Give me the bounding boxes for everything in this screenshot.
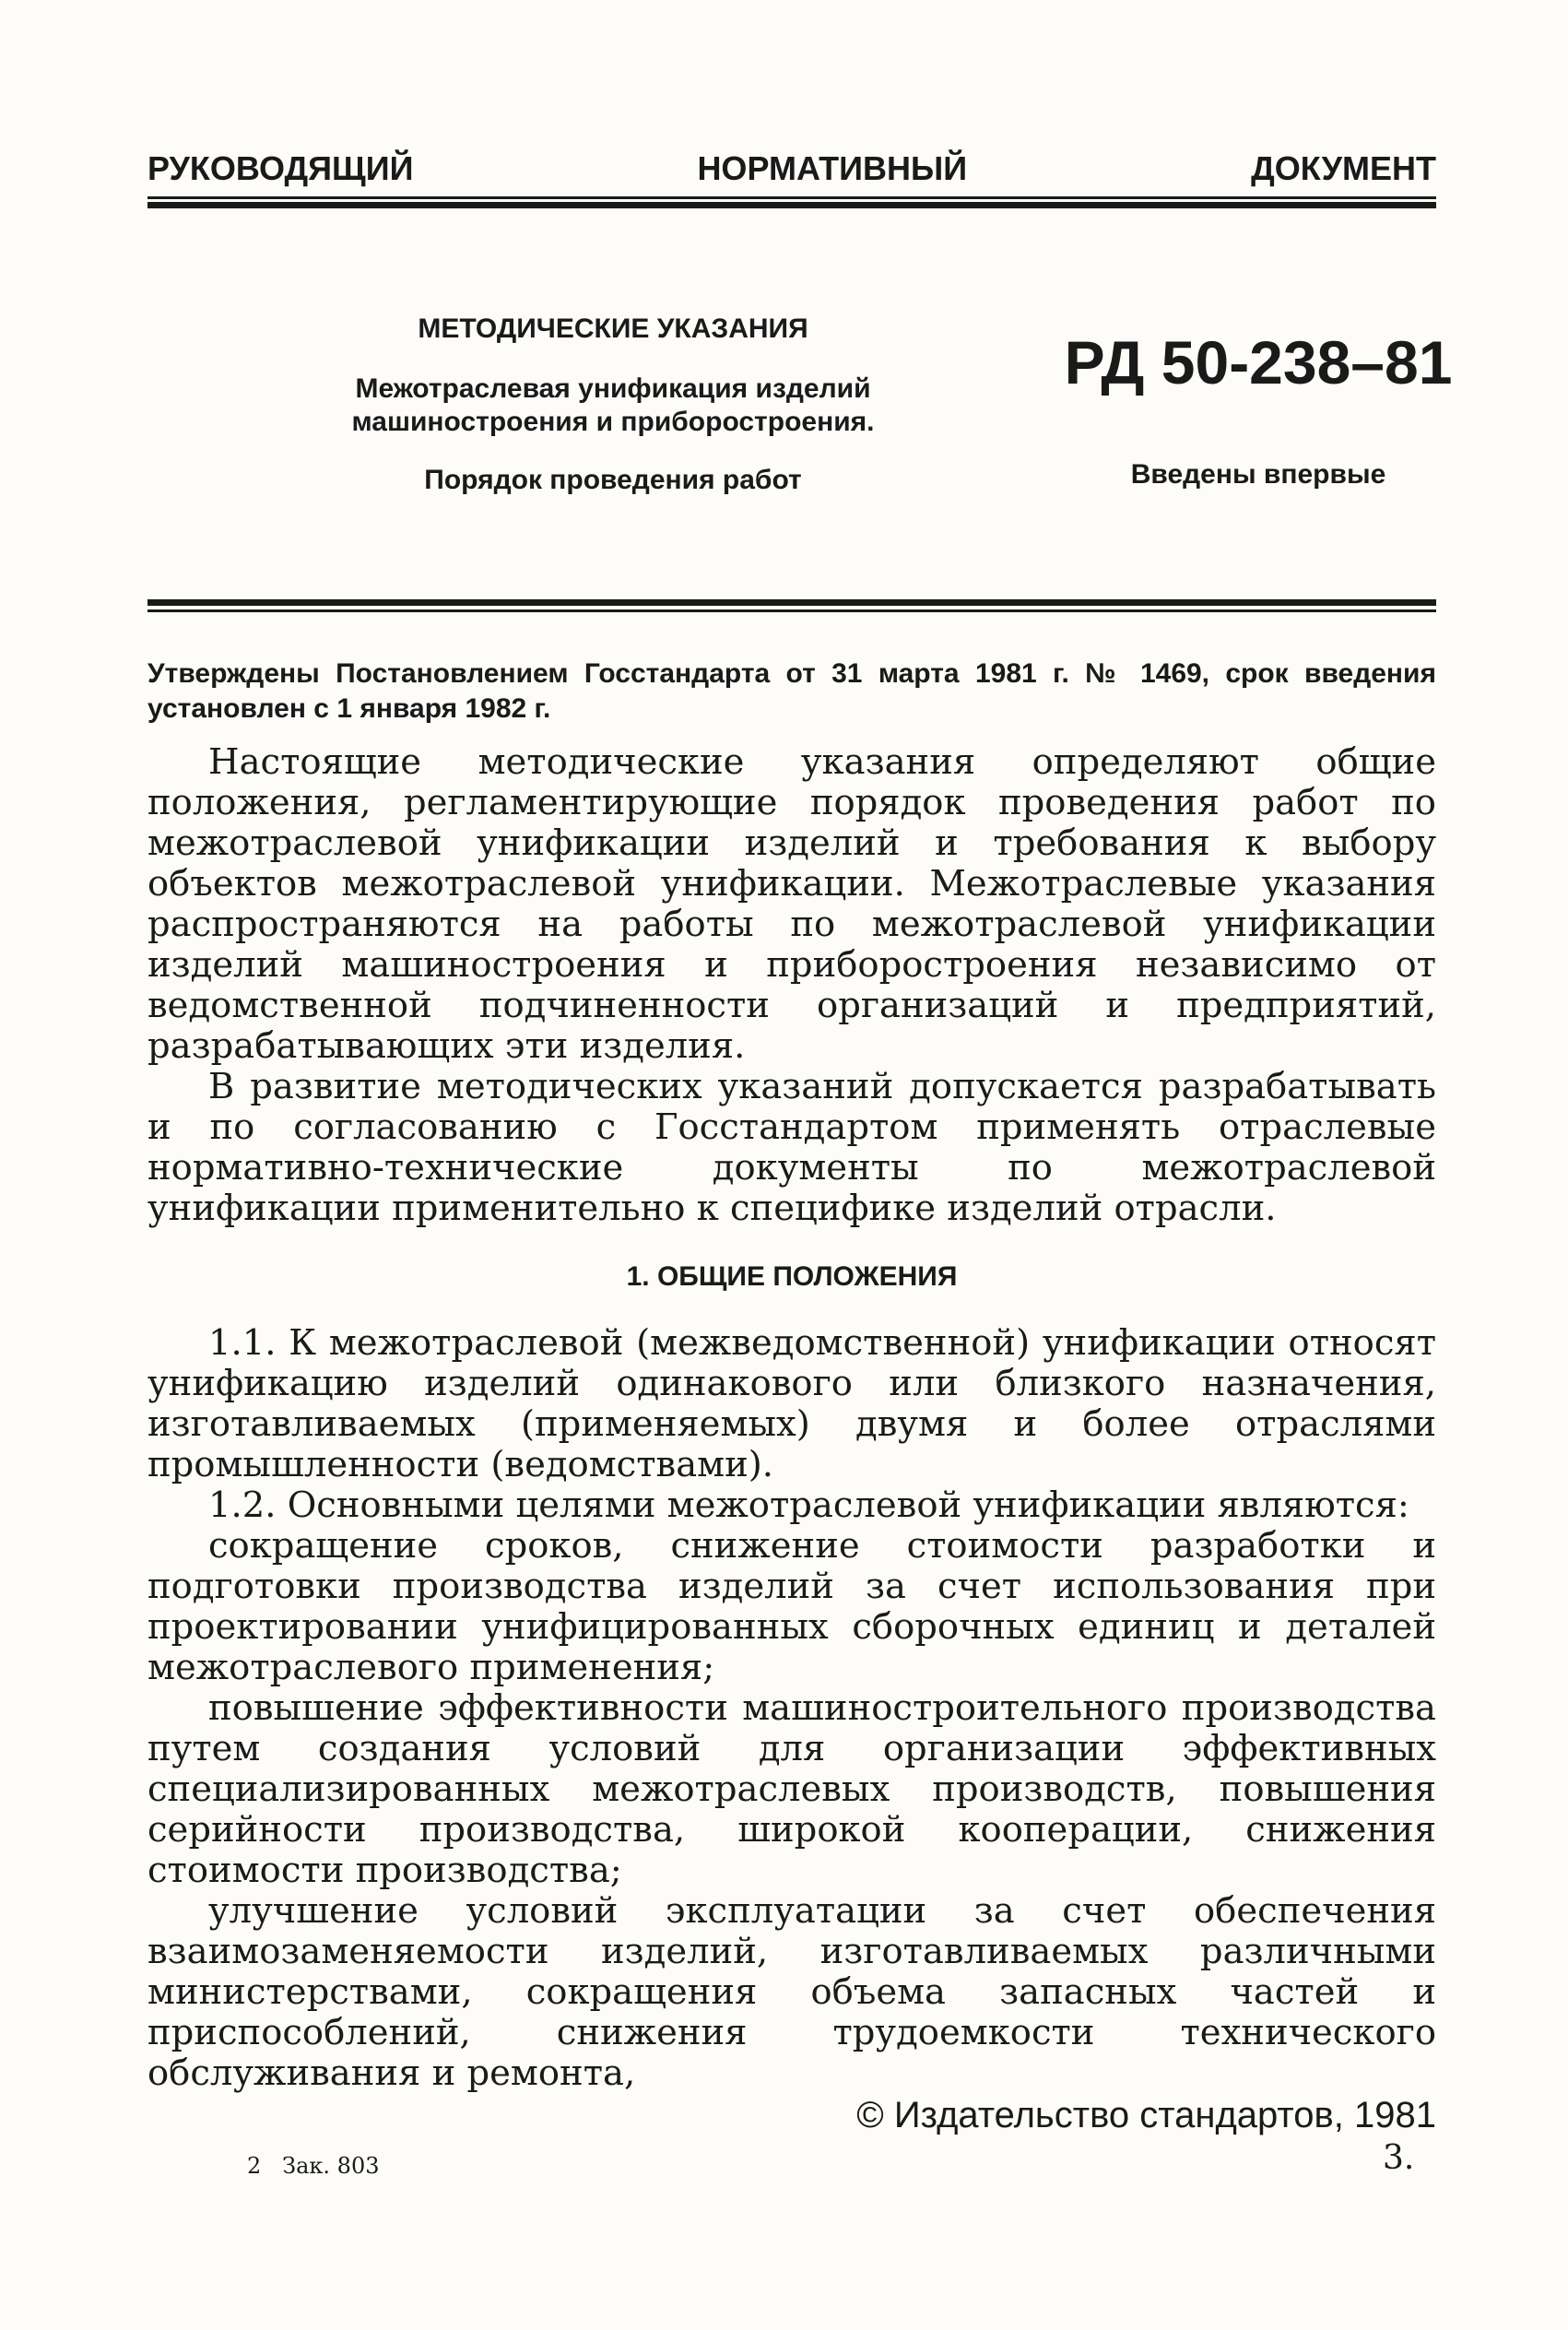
section-heading: 1. ОБЩИЕ ПОЛОЖЕНИЯ (626, 1261, 958, 1292)
header-word-3: ДОКУМЕНТ (1251, 149, 1436, 187)
section-paragraph-5: улучшение условий эксплуатации за счет обеспечения взаимозаменяемости изделий, изготавливаемых различными министерствами, сокращения объема запасных частей и приспособлений, снижения трудоемкости технического обслуживания и ремонта, (147, 1890, 1436, 2094)
approval-note: Утверждены Постановлением Госстандарта от 31 марта 1981 г. № 1469, срок введения установлен с 1 января 1982 г. (147, 658, 1436, 724)
document-series-header (147, 149, 1436, 188)
section-paragraph-1: 1.1. К межотраслевой (межведомственной) унификации относят унификацию изделий одинакового или близкого назначения, изготавливаемых (применяемых) двумя и более отраслями промышленности (ведомствами). (147, 1322, 1436, 1485)
header-word-1: РУКОВОДЯЩИЙ (147, 149, 414, 187)
header-word-2: НОРМАТИВНЫЙ (697, 149, 968, 187)
copyright: © Издательство стандартов, 1981 (856, 2095, 1436, 2135)
title-rule-thick (147, 599, 1436, 606)
document-number: РД 50-238–81 (1064, 328, 1453, 396)
intro-paragraph-1: Настоящие методические указания определяют общие положения, регламентирующие порядок проведения работ по межотраслевой унификации изделий и требования к выбору объектов межотраслевой унификации. Межотраслевые указания распространяются на работы по межотраслевой унификации изделий машиностроения и приборостроения независимо от ведомственной подчиненности организаций и предприятий, разрабатывающих эти изделия. (147, 741, 1436, 1067)
doc-type: МЕТОДИЧЕСКИЕ УКАЗАНИЯ (418, 313, 808, 344)
section-paragraph-4: повышение эффективности машиностроительного производства путем создания условий для организации эффективных специализированных межотраслевых производств, повышения серийности производства, широкой кооперации, снижения стоимости производства; (147, 1687, 1436, 1891)
print-order-number: 2 Зак. 803 (247, 2153, 380, 2179)
doc-subject (258, 373, 968, 439)
page-number: 3. (1383, 2139, 1415, 2177)
section-body (147, 1323, 1436, 2094)
intro-text (147, 742, 1436, 1229)
doc-subtitle: Порядок проведения работ (424, 465, 802, 495)
intro-paragraph-2: В развитие методических указаний допускается разрабатывать и по согласованию с Госстандартом применять отраслевые нормативно-технические документы по межотраслевой унификации применительно к специфике изделий отрасли. (147, 1066, 1436, 1229)
title-block (258, 313, 968, 496)
header-rule-thick (147, 202, 1436, 208)
title-rule-thin (147, 609, 1436, 612)
document-status: Введены впервые (1130, 459, 1386, 490)
section-paragraph-3: сокращение сроков, снижение стоимости разработки и подготовки производства изделий за счет использования при проектировании унифицированных сборочных единиц и деталей межотраслевого применения; (147, 1525, 1436, 1688)
doc-subject-line-2: машиностроения и приборостроения. (351, 407, 875, 437)
header-rule-thin (147, 196, 1436, 199)
doc-subject-line-1: Межотраслевая унификация изделий (355, 373, 871, 404)
section-paragraph-2: 1.2. Основными целями межотраслевой унификации являются: (208, 1484, 1409, 1526)
